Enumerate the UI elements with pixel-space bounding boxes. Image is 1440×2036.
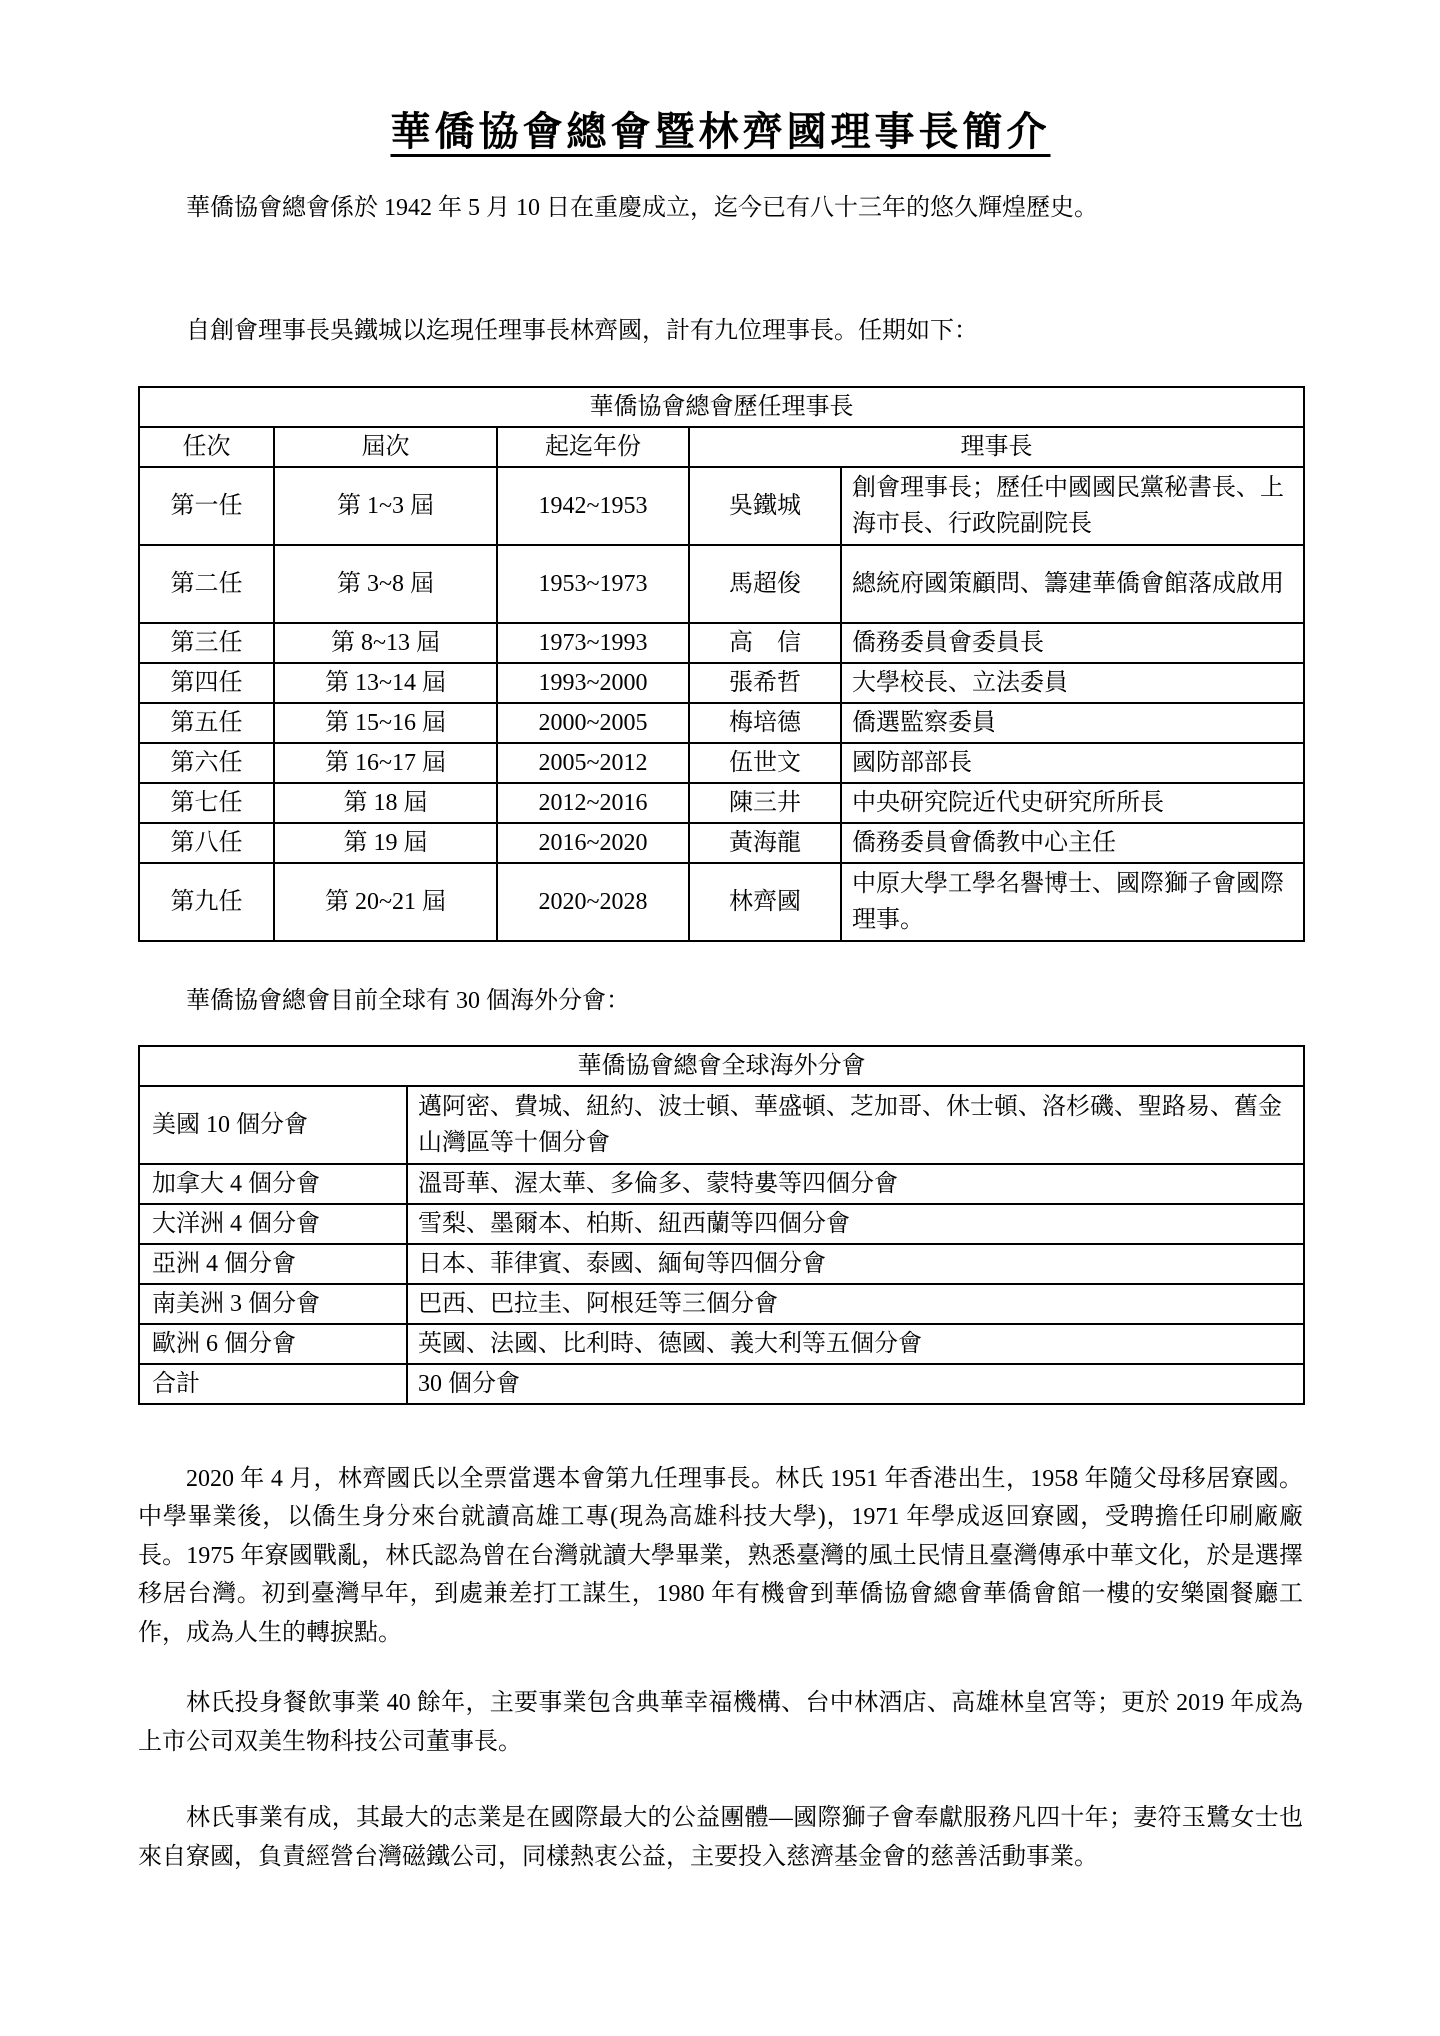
branch-row-total <box>139 1364 1304 1404</box>
sessions-cell: 第 16~17 屆 <box>274 743 497 783</box>
branch-row-canada <box>139 1164 1304 1204</box>
chairmen-row-2 <box>139 545 1304 623</box>
overseas-branches-table <box>138 1045 1305 1405</box>
description-cell: 大學校長、立法委員 <box>841 663 1304 703</box>
chairmen-row-5 <box>139 703 1304 743</box>
branch-row-south-america <box>139 1284 1304 1324</box>
region-cell: 美國 10 個分會 <box>139 1086 407 1164</box>
sessions-cell: 第 13~14 屆 <box>274 663 497 703</box>
term-cell: 第二任 <box>139 545 274 623</box>
region-cell: 大洋洲 4 個分會 <box>139 1204 407 1244</box>
header-sessions: 屆次 <box>274 427 497 467</box>
region-cell: 南美洲 3 個分會 <box>139 1284 407 1324</box>
name-cell: 林齊國 <box>689 863 841 941</box>
chairmen-history-table <box>138 386 1305 942</box>
header-years: 起迄年份 <box>497 427 689 467</box>
branch-list-cell: 邁阿密、費城、紐約、波士頓、華盛頓、芝加哥、休士頓、洛杉磯、聖路易、舊金山灣區等十個分會 <box>407 1086 1304 1164</box>
name-cell: 高 信 <box>689 623 841 663</box>
description-cell: 總統府國策顧問、籌建華僑會館落成啟用 <box>841 545 1304 623</box>
description-cell: 僑選監察委員 <box>841 703 1304 743</box>
branch-list-cell: 英國、法國、比利時、德國、義大利等五個分會 <box>407 1324 1304 1364</box>
total-value-cell: 30 個分會 <box>407 1364 1304 1404</box>
total-label-cell: 合計 <box>139 1364 407 1404</box>
region-cell: 加拿大 4 個分會 <box>139 1164 407 1204</box>
chairmen-row-8 <box>139 823 1304 863</box>
description-cell: 國防部部長 <box>841 743 1304 783</box>
term-cell: 第四任 <box>139 663 274 703</box>
description-cell: 僑務委員會委員長 <box>841 623 1304 663</box>
branch-list-cell: 溫哥華、渥太華、多倫多、蒙特婁等四個分會 <box>407 1164 1304 1204</box>
branch-list-cell: 日本、菲律賓、泰國、緬甸等四個分會 <box>407 1244 1304 1284</box>
term-cell: 第八任 <box>139 823 274 863</box>
name-cell: 黃海龍 <box>689 823 841 863</box>
document-title: 華僑協會總會暨林齊國理事長簡介 <box>390 109 1051 154</box>
chairmen-table-header-row <box>139 427 1304 467</box>
paragraph-founding-intro: 華僑協會總會係於 1942 年 5 月 10 日在重慶成立，迄今已有八十三年的悠久輝煌歷史。 <box>186 195 1098 221</box>
branch-list-cell: 巴西、巴拉圭、阿根廷等三個分會 <box>407 1284 1304 1324</box>
chairmen-row-4 <box>139 663 1304 703</box>
years-cell: 1993~2000 <box>497 663 689 703</box>
term-cell: 第九任 <box>139 863 274 941</box>
chairmen-table-caption-row <box>139 387 1304 427</box>
branch-list-cell: 雪梨、墨爾本、柏斯、紐西蘭等四個分會 <box>407 1204 1304 1244</box>
sessions-cell: 第 1~3 屆 <box>274 467 497 545</box>
branch-row-usa <box>139 1086 1304 1164</box>
years-cell: 1973~1993 <box>497 623 689 663</box>
branch-row-oceania <box>139 1204 1304 1244</box>
years-cell: 2012~2016 <box>497 783 689 823</box>
sessions-cell: 第 8~13 屆 <box>274 623 497 663</box>
paragraph-branches-intro: 華僑協會總會目前全球有 30 個海外分會： <box>186 988 630 1014</box>
name-cell: 張希哲 <box>689 663 841 703</box>
chairmen-table-caption: 華僑協會總會歷任理事長 <box>139 387 1304 427</box>
header-term: 任次 <box>139 427 274 467</box>
sessions-cell: 第 18 屆 <box>274 783 497 823</box>
region-cell: 亞洲 4 個分會 <box>139 1244 407 1284</box>
term-cell: 第六任 <box>139 743 274 783</box>
description-cell: 僑務委員會僑教中心主任 <box>841 823 1304 863</box>
term-cell: 第三任 <box>139 623 274 663</box>
paragraph-chairmen-intro: 自創會理事長吳鐵城以迄現任理事長林齊國，計有九位理事長。任期如下： <box>186 317 978 344</box>
description-cell: 創會理事長；歷任中國國民黨秘書長、上海市長、行政院副院長 <box>841 467 1304 545</box>
chairmen-row-7 <box>139 783 1304 823</box>
years-cell: 2000~2005 <box>497 703 689 743</box>
region-cell: 歐洲 6 個分會 <box>139 1324 407 1364</box>
sessions-cell: 第 15~16 屆 <box>274 703 497 743</box>
name-cell: 梅培德 <box>689 703 841 743</box>
branches-table-caption: 華僑協會總會全球海外分會 <box>139 1046 1304 1086</box>
chairmen-row-9 <box>139 863 1304 941</box>
name-cell: 陳三井 <box>689 783 841 823</box>
paragraph-bio-2: 林氏投身餐飲事業 40 餘年，主要事業包含典華幸福機構、台中林酒店、高雄林皇宮等；更於 2019 年成為上市公司双美生物科技公司董事長。 <box>138 1690 1303 1755</box>
sessions-cell: 第 3~8 屆 <box>274 545 497 623</box>
paragraph-bio-3: 林氏事業有成，其最大的志業是在國際最大的公益團體—國際獅子會奉獻服務凡四十年；妻符玉鷺女士也來自寮國，負責經營台灣磁鐵公司，同樣熱衷公益，主要投入慈濟基金會的慈善活動事業。 <box>138 1805 1303 1870</box>
branch-row-europe <box>139 1324 1304 1364</box>
years-cell: 2020~2028 <box>497 863 689 941</box>
sessions-cell: 第 19 屆 <box>274 823 497 863</box>
chairmen-row-6 <box>139 743 1304 783</box>
description-cell: 中原大學工學名譽博士、國際獅子會國際理事。 <box>841 863 1304 941</box>
term-cell: 第五任 <box>139 703 274 743</box>
branches-table-caption-row <box>139 1046 1304 1086</box>
paragraph-bio-1: 2020 年 4 月，林齊國氏以全票當選本會第九任理事長。林氏 1951 年香港出生，1958 年隨父母移居寮國。中學畢業後，以僑生身分來台就讀高雄工專(現為高雄科技大學)，1971 年學成返回寮國，受聘擔任印刷廠廠長。1975 年寮國戰亂，林氏認為曾在台灣就讀大學畢業，熟悉臺灣的風土民情且臺灣傳承中華文化，於是選擇移居台灣。初到臺灣早年，到處兼差打工謀生，1980 年有機會到華僑協會總會華僑會館一樓的安樂園餐廳工作，成為人生的轉捩點。 <box>138 1465 1303 1646</box>
years-cell: 2016~2020 <box>497 823 689 863</box>
header-chairman: 理事長 <box>689 427 1304 467</box>
branch-row-asia <box>139 1244 1304 1284</box>
years-cell: 1942~1953 <box>497 467 689 545</box>
term-cell: 第一任 <box>139 467 274 545</box>
name-cell: 馬超俊 <box>689 545 841 623</box>
description-cell: 中央研究院近代史研究所所長 <box>841 783 1304 823</box>
name-cell: 吳鐵城 <box>689 467 841 545</box>
years-cell: 1953~1973 <box>497 545 689 623</box>
chairmen-row-3 <box>139 623 1304 663</box>
name-cell: 伍世文 <box>689 743 841 783</box>
term-cell: 第七任 <box>139 783 274 823</box>
sessions-cell: 第 20~21 屆 <box>274 863 497 941</box>
years-cell: 2005~2012 <box>497 743 689 783</box>
chairmen-row-1 <box>139 467 1304 545</box>
